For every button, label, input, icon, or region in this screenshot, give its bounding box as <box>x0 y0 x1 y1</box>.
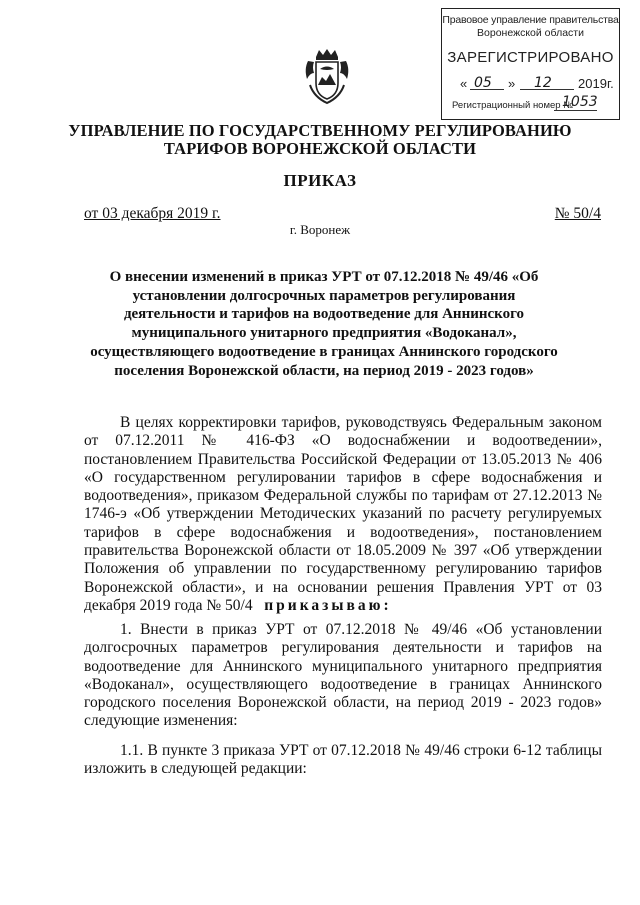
order-date: от 03 декабря 2019 г. <box>84 205 221 222</box>
stamp-date-year-suffix: г. <box>607 76 614 91</box>
preamble-text: В целях корректировки тарифов, руководствуясь Федеральным законом от 07.12.2011 № 416-ФЗ «О водоснабжении и водоотведении», постановлением Правительства Российской Федерации от 13.05.2013 № 406 «О государственном регулировании тарифов в сфере водоснабжения и водоотведения», приказом Федеральной службы по тарифам от 27.12.2013 № 1746-э «Об утверждении Методических указаний по расчету регулируемых тарифов в сфере водоснабжения и водоотведения», постановлением правительства Воронежской области от 18.05.2009 № 397 «Об утверждении Положения об управлении по государственному регулированию тарифов Воронежской области», и на основании решения Правления УРТ от 03 декабря 2019 года № 50/4 <box>84 414 602 614</box>
stamp-date-close-quote: » <box>508 76 516 91</box>
stamp-date-day: 05 <box>474 75 492 91</box>
stamp-registered: ЗАРЕГИСТРИРОВАНО <box>447 49 614 66</box>
stamp-reg-line <box>452 94 611 111</box>
stamp-line-1: Правовое управление правительства <box>442 14 619 26</box>
order-city: г. Воронеж <box>289 222 351 237</box>
registration-stamp <box>441 8 620 120</box>
stamp-reg-underline <box>554 110 597 111</box>
organization-name-line-1: УПРАВЛЕНИЕ ПО ГОСУДАРСТВЕННОМУ РЕГУЛИРОВАНИЮ <box>68 121 572 140</box>
decree-word: приказываю: <box>264 596 392 614</box>
coat-of-arms-icon <box>302 47 352 105</box>
stamp-date-month: 12 <box>534 75 552 91</box>
stamp-reg-label: Регистрационный номер № <box>452 100 574 111</box>
organization-name-line-2: ТАРИФОВ ВОРОНЕЖСКОЙ ОБЛАСТИ <box>163 139 477 158</box>
document-type: ПРИКАЗ <box>283 171 357 190</box>
order-title: О внесении изменений в приказ УРТ от 07.12.2018 № 49/46 «Об установлении долгосрочных параметров регулирования деятельности и тарифов на водоотведение для Аннинского муниципального унитарного предприятия «Водоканал», осуществляющего водоотведение в границах Аннинского городского поселения Воронежской области, на период 2019 - 2023 годов» <box>90 269 558 379</box>
stamp-date <box>456 73 614 91</box>
stamp-reg-number: 1053 <box>562 94 598 110</box>
clause-1-paragraph: 1. Внести в приказ УРТ от 07.12.2018 № 49/46 «Об установлении долгосрочных параметров регулирования деятельности и тарифов на водоотведение для Аннинского муниципального унитарного предприятия «Водоканал», осуществляющего водоотведение в границах Аннинского городского поселения Воронежской области, на период 2019 - 2023 годов» следующие изменения: <box>84 621 602 730</box>
stamp-line-2: Воронежской области <box>477 27 584 39</box>
stamp-date-open-quote: « <box>460 76 468 91</box>
stamp-date-year: 2019 <box>578 76 607 91</box>
order-number: № 50/4 <box>554 205 601 222</box>
clause-1-1-paragraph: 1.1. В пункте 3 приказа УРТ от 07.12.2018 № 49/46 строки 6-12 таблицы изложить в следующей редакции: <box>84 742 602 778</box>
preamble-paragraph <box>84 414 602 615</box>
